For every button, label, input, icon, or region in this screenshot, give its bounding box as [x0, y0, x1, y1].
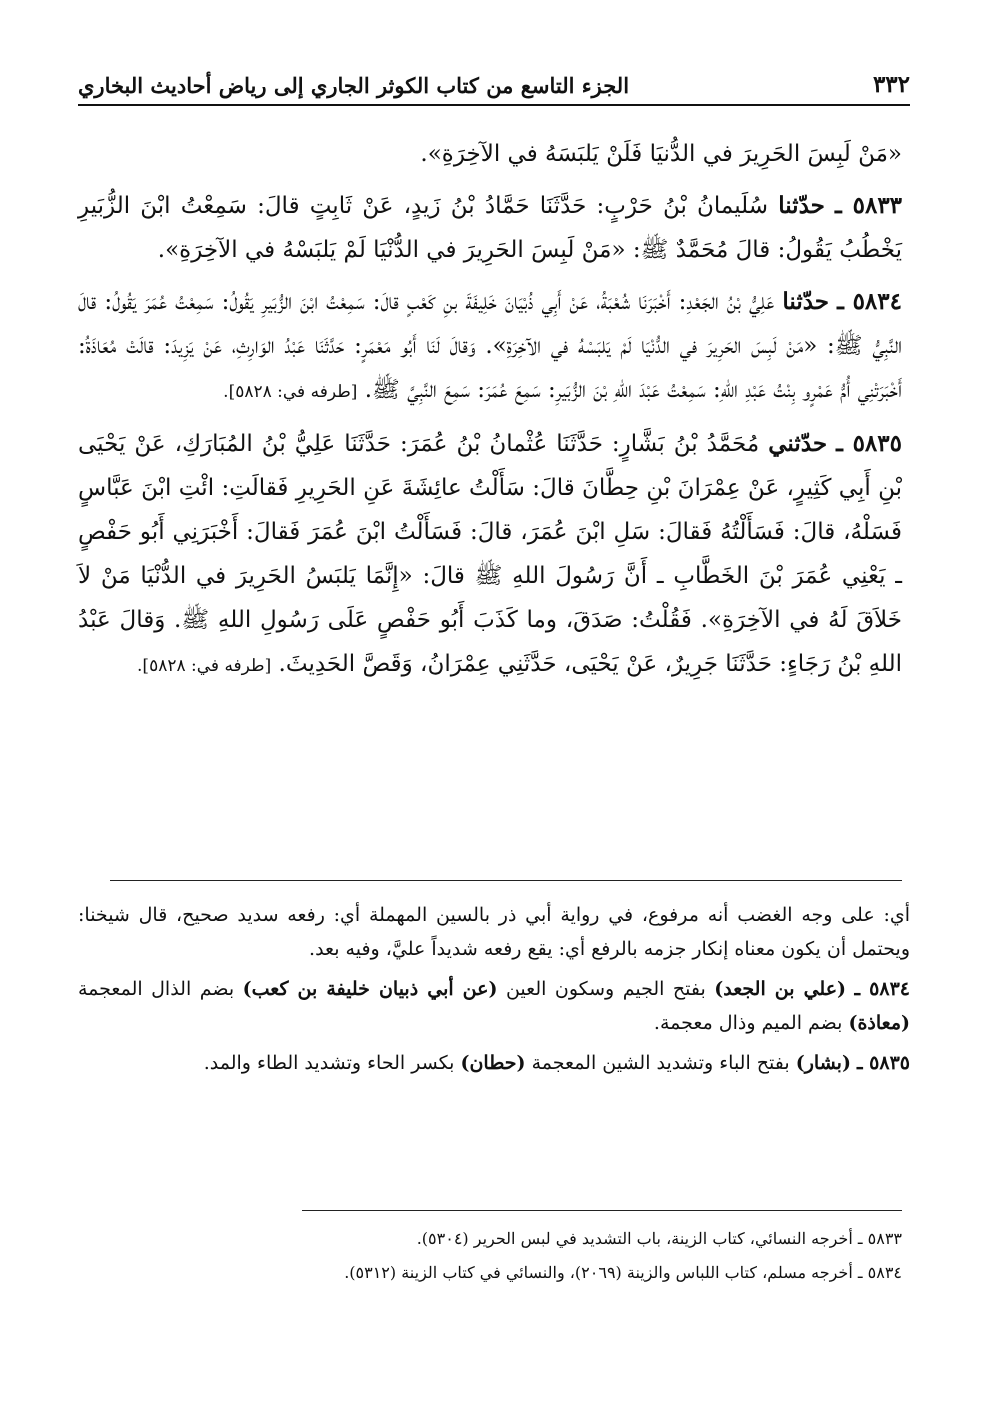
- commentary-term: (عن أبي ذبيان خليفة بن كعب): [242, 978, 498, 1000]
- cross-reference: [طرفه في: ٥٨٢٨].: [223, 382, 358, 402]
- hadith-5833: [78, 184, 902, 272]
- footnotes-block: [78, 1222, 902, 1290]
- commentary-term: (معاذة): [848, 1012, 910, 1034]
- intro-text: «مَنْ لَبِسَ الحَرِيرَ في الدُّنيَا فَلَنْ يَلبَسَهُ في الآخِرَةِ».: [420, 141, 902, 167]
- commentary-term: (بشار): [795, 1052, 851, 1074]
- hadith-text-block: [78, 132, 902, 696]
- hadith-5835: [78, 422, 902, 688]
- commentary-text: بفتح الجيم وسكون العين: [505, 978, 706, 1000]
- running-title: الجزء التاسع من كتاب الكوثر الجاري إلى رياض أحاديث البخاري: [78, 73, 630, 98]
- hadith-body: سُلَيمانُ بْنُ حَرْبٍ: حَدَّثَنَا حَمَّادُ بْنُ زَيدٍ، عَنْ ثَابِتٍ قالَ: سَمِعْتُ ابْنَ الزُّبَيرِ يَخْطُبُ يَقُولُ: قالَ مُحَمَّدٌ ﷺ: «مَنْ لَبِسَ الحَرِيرَ في الدُّنْيَا لَمْ يَلبَسْهُ في الآخِرَةِ».: [78, 193, 902, 263]
- commentary-divider: [110, 880, 902, 881]
- footnote: ٥٨٣٣ ـ أخرجه النسائي، كتاب الزينة، باب التشديد في لبس الحرير (٥٣٠٤).: [416, 1229, 902, 1248]
- footnote: ٥٨٣٤ ـ أخرجه مسلم، كتاب اللباس والزينة (٢٠٦٩)، والنسائي في كتاب الزينة (٥٣١٢).: [344, 1263, 902, 1282]
- hadith-5834: [78, 280, 902, 414]
- commentary-block: [78, 898, 910, 1086]
- commentary-term: (علي بن الجعد): [714, 978, 847, 1000]
- commentary-paragraph: [78, 972, 910, 1040]
- commentary-text: بضم الميم وذال معجمة.: [653, 1012, 843, 1034]
- commentary-paragraph: [78, 898, 910, 966]
- hadith-number: ٥٨٣٤ ـ: [837, 288, 902, 315]
- commentary-text: بفتح الباء وتشديد الشين المعجمة: [531, 1052, 790, 1074]
- commentary-text: بكسر الحاء وتشديد الطاء والمد.: [203, 1052, 455, 1074]
- page-header: [78, 62, 910, 98]
- hadith-number: ٥٨٣٥ ـ: [836, 430, 902, 457]
- commentary-number: ٥٨٣٤ ـ: [854, 978, 910, 1000]
- hadith-head-word: حدّثنا: [778, 192, 825, 219]
- header-rule: [78, 104, 910, 106]
- commentary-text: بضم الذال المعجمة: [78, 978, 235, 1000]
- hadith-body: عَلِيُّ بْنُ الجَعْدِ: أَخْبَرَنَا شُعْبَةُ، عَنْ أَبِي ذُبْيَانَ خَلِيفَةَ بنِ كَعْبٍ قالَ: سَمِعْتُ ابْنَ الزُّبَيرِ يَقُولُ: سَمِعْتُ عُمَرَ يَقُولُ: قالَ النَّبِيُّ ﷺ: «مَنْ لَبِسَ الحَرِيرَ في الدُّنْيَا لَمْ يَلبَسْهُ في الآخِرَةِ». وَقالَ لَنَا أَبُو مَعْمَرٍ: حَدَّثَنَا عَبْدُ الوَارِثِ، عَنْ يَزِيدَ: قالَتْ مُعَاذَةُ: أَخْبَرَتْنِي أُمُّ عَمْرٍو بِنْتُ عَبْدِ اللهِ: سَمِعْتُ عَبْدَ اللهِ بْنَ الزُّبَيرِ: سَمِعَ عُمَرَ: سَمِعَ النَّبِيَّ ﷺ.: [78, 289, 902, 403]
- commentary-text: أي: على وجه الغضب أنه مرفوع، في رواية أبي ذر بالسين المهملة أي: رفعه سديد صحيح، قال شيخنا: ويحتمل أن يكون معناه إنكار جزمه بالرفع أي: يقع رفعه شديداً عليَّ، وفيه بعد.: [78, 904, 910, 960]
- commentary-term: (حطان): [460, 1052, 526, 1074]
- footnote-divider: [302, 1210, 902, 1211]
- hadith-number: ٥٨٣٣ ـ: [835, 192, 903, 219]
- commentary-number: ٥٨٣٥ ـ: [856, 1052, 910, 1074]
- page-number: ٣٣٢: [872, 71, 910, 98]
- commentary-paragraph: [78, 1046, 910, 1080]
- hadith-head-word: حدّثني: [768, 430, 828, 457]
- cross-reference: [طرفه في: ٥٨٢٨].: [137, 656, 272, 676]
- hadith-body: مُحَمَّدُ بْنُ بَشَّارٍ: حَدَّثَنَا عُثْمانُ بْنُ عُمَرَ: حَدَّثَنَا عَلِيُّ بْنُ المُبَارَكِ، عَنْ يَحْيَى بْنِ أَبِي كَثِيرٍ، عَنْ عِمْرَانَ بْنِ حِطَّانَ قالَ: سَأَلْتُ عائِشَةَ عَنِ الحَرِيرِ فَقالَتِ: ائْتِ ابْنَ عَبَّاسٍ فَسَلْهُ، قالَ: فَسَأَلْتُهُ فَقالَ: سَلِ ابْنَ عُمَرَ، قالَ: فَسَأَلْتُ ابْنَ عُمَرَ فَقالَ: أَخْبَرَنِي أَبُو حَفْصٍ ـ يَعْنِي عُمَرَ بْنَ الخَطَّابِ ـ أَنَّ رَسُولَ اللهِ ﷺ قالَ: «إِنَّمَا يَلبَسُ الحَرِيرَ في الدُّنْيَا مَنْ لاَ خَلاَقَ لَهُ في الآخِرَةِ». فَقُلْتُ: صَدَقَ، وما كَذَبَ أَبُو حَفْصٍ عَلَى رَسُولِ اللهِ ﷺ. وَقالَ عَبْدُ اللهِ بْنُ رَجَاءٍ: حَدَّثَنَا جَرِيرٌ، عَنْ يَحْيَى، حَدَّثَنِي عِمْرَانُ، وَقَصَّ الحَدِيثَ.: [78, 431, 902, 677]
- hadith-head-word: حدّثنا: [782, 288, 830, 315]
